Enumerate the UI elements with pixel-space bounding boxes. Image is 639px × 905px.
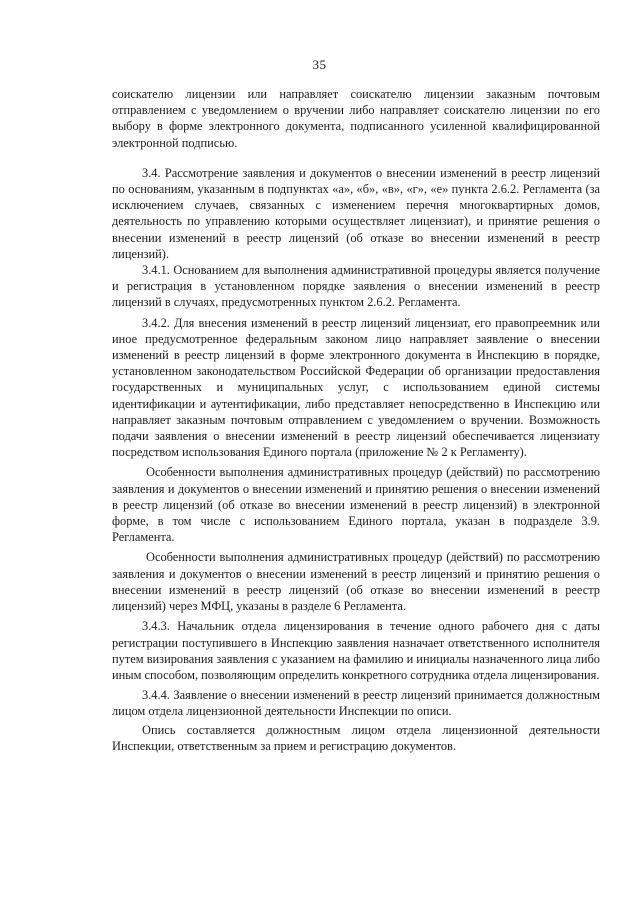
document-body	[112, 86, 600, 754]
paragraph-mfc-features: Особенности выполнения административных процедур (действий) по рассмотрению заявления и документов о внесении изменений в реестр лицензий и принятию решения о внесении изменений в реестр лицензий (об отказе во внесении изменений в реестр лицензий) через МФЦ, указаны в разделе 6 Регламента.	[112, 550, 600, 614]
paragraph-electronic-features: Особенности выполнения административных процедур (действий) по рассмотрению заявления и документов о внесении изменений и принятию решения о внесении изменений в реестр лицензий (об отказе во внесении изменений в реестр лицензий) в электронной форме, в том числе с использованием Единого портала, указан в подразделе 3.9. Регламента.	[112, 465, 600, 545]
paragraph-3-4-4: 3.4.4. Заявление о внесении изменений в реестр лицензий принимается должностным лицом отдела лицензионной деятельности Инспекции по описи.	[112, 688, 600, 719]
paragraph-3-4-2: 3.4.2. Для внесения изменений в реестр лицензий лицензиат, его правопреемник или иное предусмотренное федеральным законом лицо направляет заявление о внесении изменений в реестр лицензий в форме электронного документа в Инспекцию в порядке, установленном законодательством Российской Федерации об организации предоставления государственных и муниципальных услуг, с использованием единой системы идентификации и аутентификации, либо представляет непосредственно в Инспекцию или направляет заказным почтовым отправлением с уведомлением о вручении. Возможность подачи заявления о внесении изменений в реестр лицензий обеспечивается лицензиату посредством использования Единого портала (приложение № 2 к Регламенту).	[112, 315, 600, 460]
paragraph-3-4-1: 3.4.1. Основанием для выполнения административной процедуры является получение и регистрация в установленном порядке заявления о внесении изменений в реестр лицензий в случаях, предусмотренных пунктом 2.6.2. Регламента.	[112, 263, 600, 310]
paragraph-3-4-3: 3.4.3. Начальник отдела лицензирования в течение одного рабочего дня с даты регистрации поступившего в Инспекцию заявления назначает ответственного исполнителя путем визирования заявления с указанием на фамилию и инициалы назначенного лица либо иным способом, позволяющим определить конкретного сотрудника отдела лицензирования.	[112, 619, 600, 682]
paragraph-continuation: соискателю лицензии или направляет соискателю лицензии заказным почтовым отправлением с уведомлением о вручении либо направляет соискателю лицензии по его выбору в форме электронного документа, подписанного усиленной квалифицированной электронной подписью.	[112, 87, 600, 150]
paragraph-inventory: Опись составляется должностным лицом отдела лицензионной деятельности Инспекции, ответственным за прием и регистрацию документов.	[112, 722, 600, 753]
paragraph-section-3-4: 3.4. Рассмотрение заявления и документов о внесении изменений в реестр лицензий по основаниям, указанным в подпунктах «а», «б», «в», «г», «е» пункта 2.6.2. Регламента (за исключением случаев, связанных с изменением перечня многоквартирных домов, деятельность по управлению которыми осуществляет лицензиат), и принятие решения о внесении изменений в реестр лицензий (об отказе во внесении изменений в реестр лицензий).	[112, 165, 600, 261]
page-number: 35	[312, 57, 327, 72]
